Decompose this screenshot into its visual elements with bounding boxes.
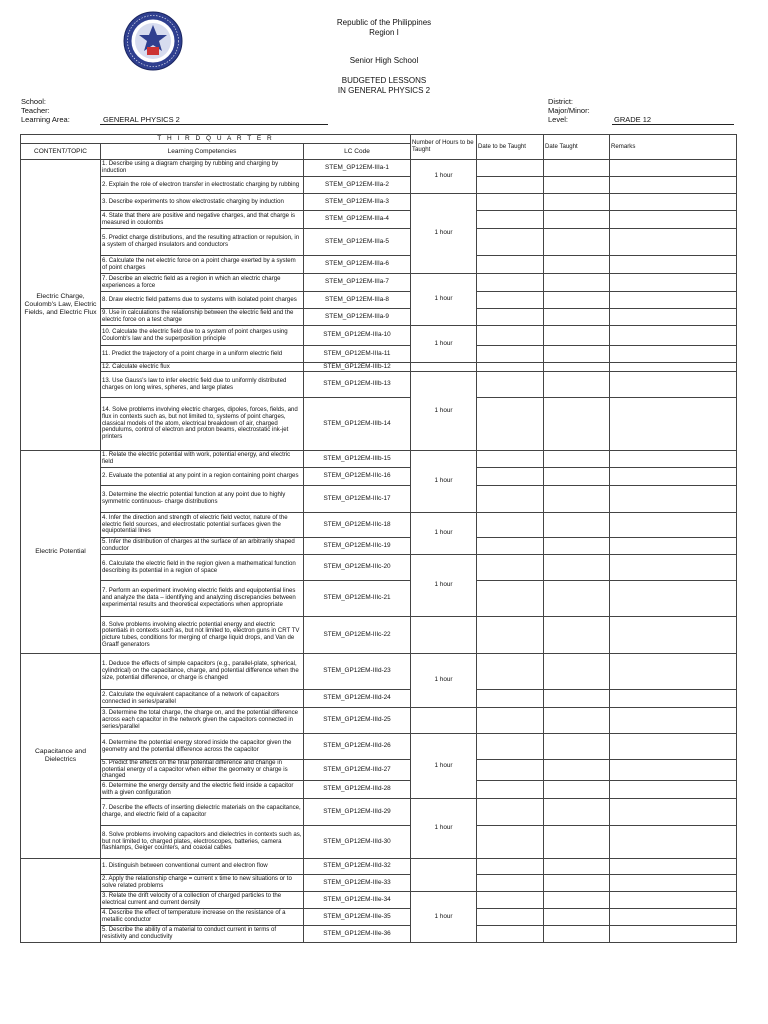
topic-cell: Electric Potential (21, 451, 101, 654)
table-row (21, 160, 737, 177)
date-to-be-cell[interactable] (477, 177, 544, 194)
remarks-cell[interactable] (610, 274, 737, 292)
date-taught-cell[interactable] (544, 194, 610, 211)
competency-cell: 10. Calculate the electric field due to a system of point charges using Coulomb's law and the superposition principle (101, 326, 304, 346)
lc-code-cell: STEM_GP12EM-IIId-23 (304, 654, 411, 690)
competency-cell: 3. Determine the total charge, the charge on, and the potential difference across each capacitor in the network given the capacitors connected in series/parallel (101, 708, 304, 734)
remarks-cell[interactable] (610, 160, 737, 177)
lc-code-cell: STEM_GP12EM-IIId-25 (304, 708, 411, 734)
table-row (21, 372, 737, 398)
date-to-be-cell[interactable] (477, 256, 544, 274)
lc-code-cell: STEM_GP12EM-IIIb-14 (304, 398, 411, 451)
remarks-cell[interactable] (610, 538, 737, 555)
date-taught-cell[interactable] (544, 486, 610, 513)
lc-code-cell: STEM_GP12EM-IIIc-21 (304, 581, 411, 617)
hours-cell (411, 859, 477, 892)
table-row (21, 617, 737, 654)
hours-cell: 1 hour (411, 513, 477, 555)
competency-cell: 6. Determine the energy density and the electric field inside a capacitor with a given configuration (101, 781, 304, 799)
date-taught-cell[interactable] (544, 468, 610, 486)
date-taught-cell[interactable] (544, 274, 610, 292)
table-row (21, 513, 737, 538)
table-row (21, 859, 737, 875)
lc-code-cell: STEM_GP12EM-IIIa-11 (304, 346, 411, 363)
table-row (21, 875, 737, 892)
col-date-taught-header: Date Taught (544, 135, 610, 160)
competency-cell: 6. Calculate the net electric force on a point charge exerted by a system of point charges (101, 256, 304, 274)
date-to-be-cell[interactable] (477, 690, 544, 708)
table-row (21, 274, 737, 292)
date-to-be-cell[interactable] (477, 229, 544, 256)
table-row (21, 781, 737, 799)
date-taught-cell[interactable] (544, 309, 610, 326)
competency-cell: 7. Perform an experiment involving electric fields and equipotential lines and analyze the data – identifying and analyzing discrepancies between experimental results and theoretical expectations when appropriate (101, 581, 304, 617)
remarks-cell[interactable] (610, 229, 737, 256)
competency-cell: 8. Solve problems involving electric potential energy and electric potentials in contexts such as, but not limited to, electron guns in CRT TV picture tubes, conditions for merging of charge liquid drops, and Van de Graaff generators (101, 617, 304, 654)
date-taught-cell[interactable] (544, 177, 610, 194)
remarks-cell[interactable] (610, 555, 737, 581)
lc-code-cell: STEM_GP12EM-IIIb-15 (304, 451, 411, 468)
date-taught-cell[interactable] (544, 292, 610, 309)
table-row (21, 309, 737, 326)
competency-cell: 7. Describe an electric field as a region in which an electric charge experiences a force (101, 274, 304, 292)
date-to-be-cell[interactable] (477, 309, 544, 326)
date-to-be-cell[interactable] (477, 581, 544, 617)
date-to-be-cell[interactable] (477, 398, 544, 451)
hours-cell: 1 hour (411, 654, 477, 708)
table-row (21, 892, 737, 909)
date-to-be-cell[interactable] (477, 826, 544, 859)
date-to-be-cell[interactable] (477, 486, 544, 513)
date-to-be-cell[interactable] (477, 799, 544, 826)
lc-code-cell: STEM_GP12EM-IIId-26 (304, 734, 411, 760)
remarks-cell[interactable] (610, 909, 737, 926)
lc-code-cell: STEM_GP12EM-IIIa-3 (304, 194, 411, 211)
competency-cell: 1. Deduce the effects of simple capacitors (e.g., parallel-plate, spherical, cylindrical) on the capacitance, charge, and potential difference when the size, potential difference, or charge is changed (101, 654, 304, 690)
date-to-be-cell[interactable] (477, 859, 544, 875)
competency-cell: 1. Distinguish between conventional current and electron flow (101, 859, 304, 875)
competency-cell: 2. Calculate the equivalent capacitance of a network of capacitors connected in series/parallel (101, 690, 304, 708)
lc-code-cell: STEM_GP12EM-IIIc-17 (304, 486, 411, 513)
date-to-be-cell[interactable] (477, 274, 544, 292)
remarks-cell[interactable] (610, 892, 737, 909)
competency-cell: 8. Solve problems involving capacitors and dielectrics in contexts such as, but not limited to, charged plates, electroscopes, batteries, camera flashlamps, Geiger counters, and coaxial cables (101, 826, 304, 859)
lc-code-cell: STEM_GP12EM-IIIa-4 (304, 211, 411, 229)
date-to-be-cell[interactable] (477, 363, 544, 372)
header-title: BUDGETED LESSONS (341, 76, 427, 85)
lc-code-cell: STEM_GP12EM-IIIb-13 (304, 372, 411, 398)
date-taught-cell[interactable] (544, 581, 610, 617)
table-row (21, 654, 737, 690)
topic-cell-empty (21, 859, 101, 943)
lc-code-cell: STEM_GP12EM-IIIc-18 (304, 513, 411, 538)
lc-code-cell: STEM_GP12EM-IIIa-8 (304, 292, 411, 309)
lc-code-cell: STEM_GP12EM-IIIc-22 (304, 617, 411, 654)
major-label: Major/Minor: (548, 106, 590, 115)
hours-cell: 1 hour (411, 372, 477, 451)
lc-code-cell: STEM_GP12EM-IIIb-12 (304, 363, 411, 372)
lc-code-cell: STEM_GP12EM-IIIc-20 (304, 555, 411, 581)
date-taught-cell[interactable] (544, 708, 610, 734)
remarks-cell[interactable] (610, 211, 737, 229)
header-country: Republic of the Philippines (336, 18, 432, 27)
topic-cell: Capacitance and Dielectrics (21, 654, 101, 859)
lc-code-cell: STEM_GP12EM-IIIe-36 (304, 926, 411, 943)
hours-cell: 1 hour (411, 274, 477, 326)
level-value: GRADE 12 (614, 115, 652, 124)
remarks-cell[interactable] (610, 826, 737, 859)
hours-cell (411, 708, 477, 734)
competency-cell: 2. Explain the role of electron transfer in electrostatic charging by rubbing (101, 177, 304, 194)
date-taught-cell[interactable] (544, 781, 610, 799)
date-taught-cell[interactable] (544, 799, 610, 826)
table-row (21, 799, 737, 826)
competency-cell: 14. Solve problems involving electric charges, dipoles, forces, fields, and flux in contexts such as, but not limited to, systems of point charges, classical models of the atom, electrical breakdown of air, charged pendulums, control of electron and proton beams, electrostatic ink-jet printers (101, 398, 304, 451)
remarks-cell[interactable] (610, 708, 737, 734)
lc-code-cell: STEM_GP12EM-IIIc-16 (304, 468, 411, 486)
date-taught-cell[interactable] (544, 211, 610, 229)
date-to-be-cell[interactable] (477, 555, 544, 581)
competency-cell: 5. Infer the distribution of charges at the surface of an arbitrarily shaped conductor (101, 538, 304, 555)
date-taught-cell[interactable] (544, 760, 610, 781)
topic-cell: Electric Charge, Coulomb's Law, Electric Fields, and Electric Flux (21, 160, 101, 451)
date-to-be-cell[interactable] (477, 326, 544, 346)
competency-cell: 11. Predict the trajectory of a point charge in a uniform electric field (101, 346, 304, 363)
competency-cell: 8. Draw electric field patterns due to systems with isolated point charges (101, 292, 304, 309)
date-taught-cell[interactable] (544, 690, 610, 708)
remarks-cell[interactable] (610, 326, 737, 346)
date-taught-cell[interactable] (544, 160, 610, 177)
date-to-be-cell[interactable] (477, 372, 544, 398)
remarks-cell[interactable] (610, 363, 737, 372)
remarks-cell[interactable] (610, 690, 737, 708)
hours-cell: 1 hour (411, 734, 477, 799)
date-to-be-cell[interactable] (477, 760, 544, 781)
date-taught-cell[interactable] (544, 892, 610, 909)
competency-cell: 3. Describe experiments to show electrostatic charging by induction (101, 194, 304, 211)
table-row (21, 346, 737, 363)
lc-code-cell: STEM_GP12EM-IIId-32 (304, 859, 411, 875)
date-to-be-cell[interactable] (477, 892, 544, 909)
hours-cell (411, 617, 477, 654)
date-to-be-cell[interactable] (477, 926, 544, 943)
competency-cell: 1. Relate the electric potential with work, potential energy, and electric field (101, 451, 304, 468)
competency-cell: 4. State that there are positive and negative charges, and that charge is measured in coulombs (101, 211, 304, 229)
date-to-be-cell[interactable] (477, 781, 544, 799)
lc-code-cell: STEM_GP12EM-IIIa-9 (304, 309, 411, 326)
quarter-label: T H I R D Q U A R T E R (21, 135, 411, 144)
hours-cell: 1 hour (411, 451, 477, 513)
date-taught-cell[interactable] (544, 926, 610, 943)
table-row (21, 760, 737, 781)
table-row (21, 486, 737, 513)
date-to-be-cell[interactable] (477, 708, 544, 734)
date-to-be-cell[interactable] (477, 346, 544, 363)
remarks-cell[interactable] (610, 734, 737, 760)
table-row (21, 708, 737, 734)
date-taught-cell[interactable] (544, 875, 610, 892)
learning-area-label: Learning Area: (21, 115, 70, 124)
col-date-to-be-header: Date to be Taught (477, 135, 544, 160)
competency-cell: 2. Apply the relationship charge = current x time to new situations or to solve related problems (101, 875, 304, 892)
remarks-cell[interactable] (610, 256, 737, 274)
table-row (21, 538, 737, 555)
hours-cell: 1 hour (411, 160, 477, 194)
lc-code-cell: STEM_GP12EM-IIIe-33 (304, 875, 411, 892)
remarks-cell[interactable] (610, 372, 737, 398)
lc-code-cell: STEM_GP12EM-IIIe-35 (304, 909, 411, 926)
level-label: Level: (548, 115, 569, 124)
learning-area-underline (100, 124, 328, 125)
col-code-header: LC Code (304, 144, 411, 160)
date-to-be-cell[interactable] (477, 513, 544, 538)
remarks-cell[interactable] (610, 581, 737, 617)
hours-cell (411, 363, 477, 372)
competency-cell: 6. Calculate the electric field in the region given a mathematical function describing its potential in a region of space (101, 555, 304, 581)
lc-code-cell: STEM_GP12EM-IIId-24 (304, 690, 411, 708)
date-taught-cell[interactable] (544, 734, 610, 760)
competency-cell: 13. Use Gauss's law to infer electric field due to uniformly distributed charges on long wires, spheres, and large plates (101, 372, 304, 398)
table-row (21, 292, 737, 309)
date-to-be-cell[interactable] (477, 909, 544, 926)
date-to-be-cell[interactable] (477, 468, 544, 486)
lc-code-cell: STEM_GP12EM-IIIa-6 (304, 256, 411, 274)
date-taught-cell[interactable] (544, 398, 610, 451)
date-to-be-cell[interactable] (477, 194, 544, 211)
remarks-cell[interactable] (610, 875, 737, 892)
date-taught-cell[interactable] (544, 654, 610, 690)
competency-cell: 1. Describe using a diagram charging by rubbing and charging by induction (101, 160, 304, 177)
table-row (21, 468, 737, 486)
remarks-cell[interactable] (610, 194, 737, 211)
date-to-be-cell[interactable] (477, 734, 544, 760)
date-to-be-cell[interactable] (477, 875, 544, 892)
date-to-be-cell[interactable] (477, 654, 544, 690)
table-row (21, 398, 737, 451)
remarks-cell[interactable] (610, 781, 737, 799)
table-row (21, 690, 737, 708)
table-row (21, 211, 737, 229)
remarks-cell[interactable] (610, 468, 737, 486)
lc-code-cell: STEM_GP12EM-IIIa-1 (304, 160, 411, 177)
lc-code-cell: STEM_GP12EM-IIId-30 (304, 826, 411, 859)
date-taught-cell[interactable] (544, 555, 610, 581)
remarks-cell[interactable] (610, 292, 737, 309)
header-subtitle: IN GENERAL PHYSICS 2 (337, 86, 431, 95)
lc-code-cell: STEM_GP12EM-IIIa-2 (304, 177, 411, 194)
col-remarks-header: Remarks (610, 135, 737, 160)
competency-cell: 12. Calculate electric flux (101, 363, 304, 372)
hours-cell: 1 hour (411, 326, 477, 363)
date-taught-cell[interactable] (544, 256, 610, 274)
learning-area-value: GENERAL PHYSICS 2 (103, 115, 180, 124)
table-row (21, 363, 737, 372)
remarks-cell[interactable] (610, 799, 737, 826)
date-taught-cell[interactable] (544, 538, 610, 555)
table-row (21, 256, 737, 274)
hours-cell: 1 hour (411, 194, 477, 274)
remarks-cell[interactable] (610, 859, 737, 875)
remarks-cell[interactable] (610, 617, 737, 654)
date-taught-cell[interactable] (544, 363, 610, 372)
table-row (21, 734, 737, 760)
date-taught-cell[interactable] (544, 513, 610, 538)
col-hours-header: Number of Hours to be Taught (411, 135, 477, 160)
hours-cell: 1 hour (411, 799, 477, 859)
date-taught-cell[interactable] (544, 859, 610, 875)
hours-cell: 1 hour (411, 555, 477, 617)
table-row (21, 229, 737, 256)
date-taught-cell[interactable] (544, 229, 610, 256)
remarks-cell[interactable] (610, 654, 737, 690)
remarks-cell[interactable] (610, 486, 737, 513)
date-taught-cell[interactable] (544, 326, 610, 346)
lc-code-cell: STEM_GP12EM-IIId-27 (304, 760, 411, 781)
lc-code-cell: STEM_GP12EM-IIIc-19 (304, 538, 411, 555)
lc-code-cell: STEM_GP12EM-IIIa-5 (304, 229, 411, 256)
date-to-be-cell[interactable] (477, 292, 544, 309)
competency-cell: 3. Relate the drift velocity of a collection of charged particles to the electrical current and current density (101, 892, 304, 909)
date-to-be-cell[interactable] (477, 451, 544, 468)
date-to-be-cell[interactable] (477, 211, 544, 229)
table-row (21, 581, 737, 617)
lc-code-cell: STEM_GP12EM-IIIa-7 (304, 274, 411, 292)
date-taught-cell[interactable] (544, 617, 610, 654)
budgeted-lessons-table (20, 134, 737, 943)
col-topic-header: CONTENT/TOPIC (21, 144, 101, 160)
competency-cell: 5. Predict the effects on the final potential difference and change in potential energy of a capacitor when either the geometry or charge is changed (101, 760, 304, 781)
district-label: District: (548, 97, 573, 106)
remarks-cell[interactable] (610, 451, 737, 468)
lc-code-cell: STEM_GP12EM-IIId-29 (304, 799, 411, 826)
date-to-be-cell[interactable] (477, 617, 544, 654)
competency-cell: 2. Evaluate the potential at any point in a region containing point charges (101, 468, 304, 486)
remarks-cell[interactable] (610, 513, 737, 538)
table-row (21, 555, 737, 581)
school-label: School: (21, 97, 47, 106)
table-row (21, 451, 737, 468)
competency-cell: 4. Describe the effect of temperature increase on the resistance of a metallic conductor (101, 909, 304, 926)
date-taught-cell[interactable] (544, 372, 610, 398)
header-school-type: Senior High School (349, 56, 419, 65)
remarks-cell[interactable] (610, 926, 737, 943)
table-row (21, 326, 737, 346)
competency-cell: 5. Describe the ability of a material to conduct current in terms of resistivity and conductivity (101, 926, 304, 943)
date-taught-cell[interactable] (544, 909, 610, 926)
competency-cell: 4. Determine the potential energy stored inside the capacitor given the geometry and the potential difference across the capacitor (101, 734, 304, 760)
date-taught-cell[interactable] (544, 346, 610, 363)
table-row (21, 909, 737, 926)
remarks-cell[interactable] (610, 398, 737, 451)
date-taught-cell[interactable] (544, 826, 610, 859)
competency-cell: 3. Determine the electric potential function at any point due to highly symmetric continuous- charge distributions (101, 486, 304, 513)
competency-cell: 4. Infer the direction and strength of electric field vector, nature of the electric field sources, and electrostatic potential surfaces given the equipotential lines (101, 513, 304, 538)
remarks-cell[interactable] (610, 177, 737, 194)
table-row (21, 826, 737, 859)
lc-code-cell: STEM_GP12EM-IIIa-10 (304, 326, 411, 346)
remarks-cell[interactable] (610, 760, 737, 781)
table-row (21, 926, 737, 943)
table-row (21, 177, 737, 194)
hours-cell: 1 hour (411, 892, 477, 943)
lc-code-cell: STEM_GP12EM-IIIe-34 (304, 892, 411, 909)
competency-cell: 5. Predict charge distributions, and the resulting attraction or repulsion, in a system of charged insulators and conductors (101, 229, 304, 256)
header-region: Region I (369, 28, 399, 37)
date-to-be-cell[interactable] (477, 160, 544, 177)
teacher-label: Teacher: (21, 106, 50, 115)
competency-cell: 9. Use in calculations the relationship between the electric field and the electric force on a test charge (101, 309, 304, 326)
lc-code-cell: STEM_GP12EM-IIId-28 (304, 781, 411, 799)
level-underline (612, 124, 734, 125)
table-row (21, 194, 737, 211)
remarks-cell[interactable] (610, 309, 737, 326)
date-to-be-cell[interactable] (477, 538, 544, 555)
competency-cell: 7. Describe the effects of inserting dielectric materials on the capacitance, charge, and electric field of a capacitor (101, 799, 304, 826)
date-taught-cell[interactable] (544, 451, 610, 468)
col-competency-header: Learning Competencies (101, 144, 304, 160)
remarks-cell[interactable] (610, 346, 737, 363)
